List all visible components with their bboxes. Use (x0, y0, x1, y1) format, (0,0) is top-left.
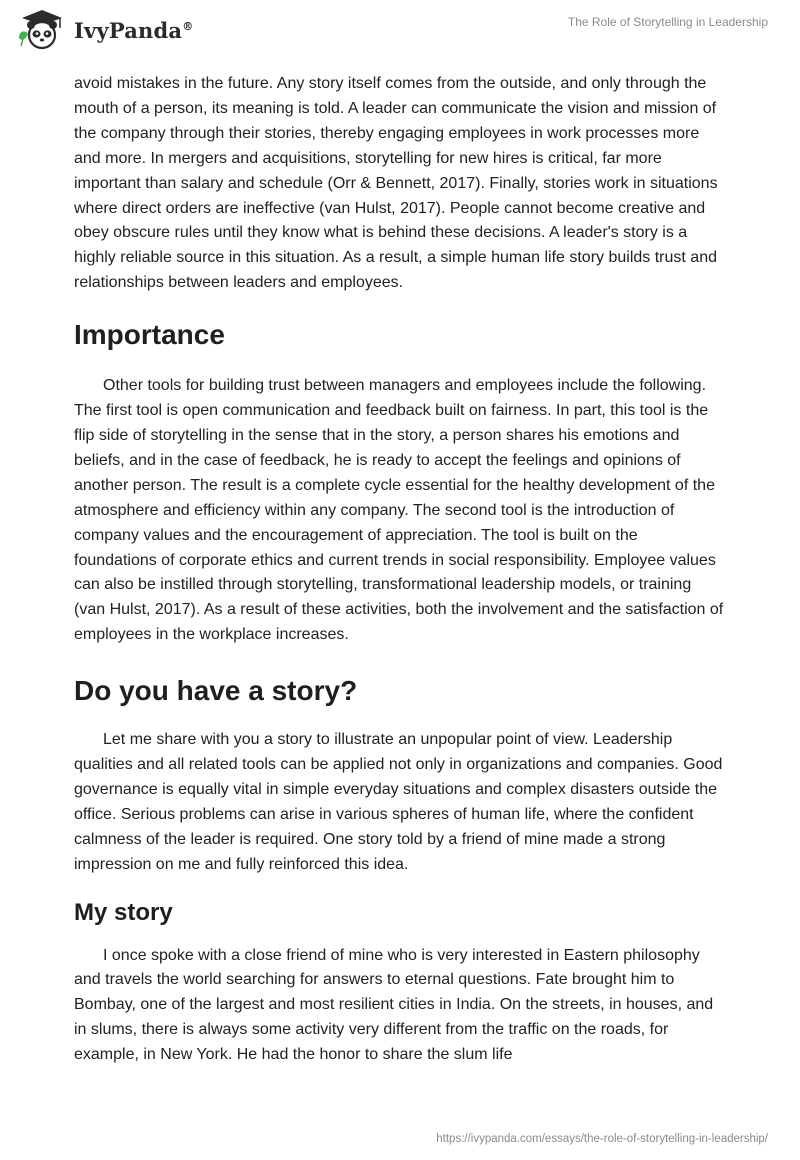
my-story-paragraph: I once spoke with a close friend of mine who is very interested in Eastern philosophy and travels the world searching for answers to eternal questions. Fate brought him to Bombay, one of the largest and most resilient cities in India. On the streets, in houses, and in slums, there is always some activity very different from the traffic on the roads, for example, in New York. He had the honor to share the slum life (74, 946, 714, 1064)
heading-my-story: My story (74, 898, 173, 926)
registered-mark: ® (182, 19, 194, 33)
intro-paragraph: avoid mistakes in the future. Any story itself comes from the outside, and only through the mouth of a person, its meaning is told. A leader can communicate the vision and mission of the company through their stories, thereby engaging employees in work processes more and more. In mergers and acquisitions, storytelling for new hires is critical, far more important than salary and schedule (Orr & Bennett, 2017). Finally, stories work in situations where direct orders are ineffective (van Hulst, 2017). People cannot become creative and obey obscure rules until they know what is behind these decisions. A leader's story is a highly reliable source in this situation. As a result, a simple human life story builds trust and relationships between leaders and employees. (74, 75, 718, 292)
story-question-paragraph: Let me share with you a story to illustrate an unpopular point of view. Leadership qualities and all related tools can be applied not only in organizations and companies. Good governance is equally vital in simple everyday situations and complex disasters outside the office. Serious problems can arise in various spheres of human life, where the confident calmness of the leader is required. One story told by a friend of mine made a strong impression on me and fully reinforced this idea. (74, 731, 723, 873)
article-body (74, 72, 724, 1068)
ivypanda-logo[interactable] (16, 8, 193, 52)
source-url-link[interactable]: https://ivypanda.com/essays/the-role-of-storytelling-in-leadership/ (436, 1133, 768, 1145)
running-title: The Role of Storytelling in Leadership (567, 15, 768, 29)
page-header (0, 0, 800, 70)
heading-do-you-have-a-story: Do you have a story? (74, 675, 358, 707)
heading-importance: Importance (74, 319, 225, 351)
panda-logo-icon (16, 8, 68, 52)
importance-paragraph: Other tools for building trust between managers and employees include the following. The first tool is open communication and feedback built on fairness. In part, this tool is the flip side of storytelling in the sense that in the story, a person shares his emotions and beliefs, and in the case of feedback, he is ready to accept the feelings and opinions of another person. The result is a complete cycle essential for the healthy development of the atmosphere and efficiency within any company. The second tool is the introduction of company values and the encouragement of appreciation. The tool is built on the foundations of corporate ethics and current trends in social responsibility. Employee values can also be instilled through storytelling, transformational leadership models, or training (van Hulst, 2017). As a result of these activities, both the involvement and the satisfaction of employees in the workplace increases. (74, 377, 724, 644)
brand-name: IvyPanda (74, 17, 183, 43)
